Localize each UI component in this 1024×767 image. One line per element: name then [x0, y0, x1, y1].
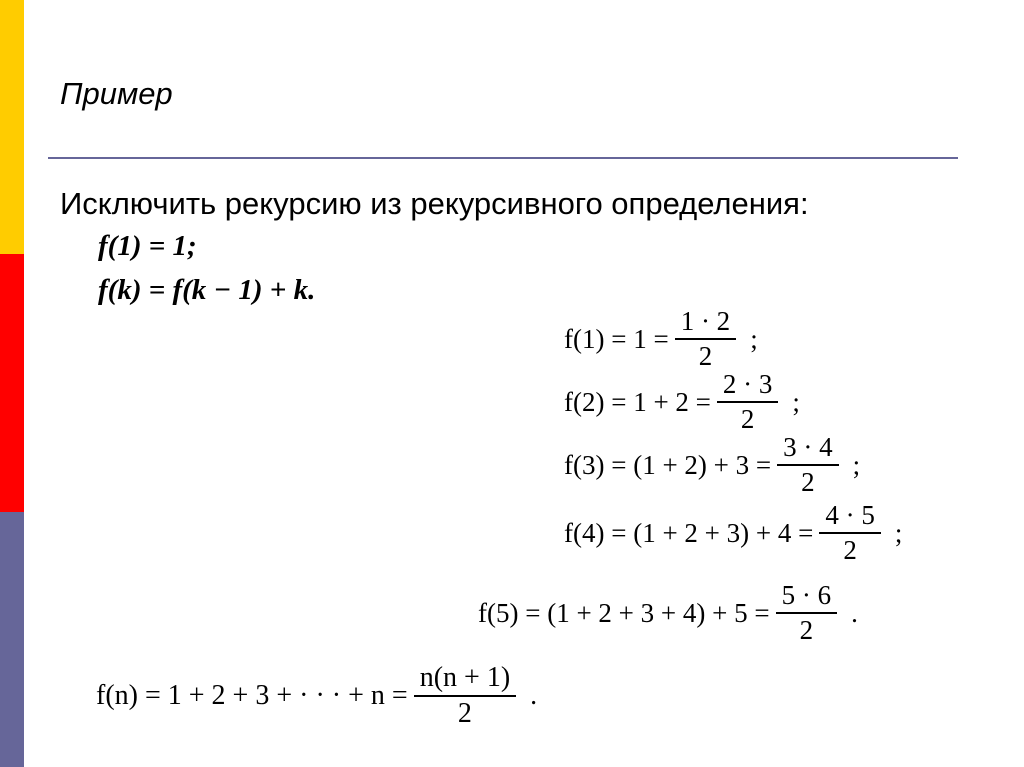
- fraction: [717, 371, 779, 433]
- equation-punctuation: ;: [852, 449, 861, 480]
- equation-f1: [564, 308, 758, 370]
- fraction-denominator: 2: [799, 615, 814, 645]
- equation-lhs: f(1) = 1 =: [564, 323, 669, 354]
- fraction: [819, 502, 881, 564]
- equation-lhs: f(n) = 1 + 2 + 3 + · · · + n =: [96, 680, 408, 711]
- definition-line-1: f(1) = 1;: [98, 230, 197, 262]
- fraction: [776, 582, 838, 644]
- fraction-numerator: n(n + 1): [414, 664, 516, 697]
- fraction-denominator: 2: [843, 535, 857, 565]
- fraction: [414, 664, 516, 728]
- equation-punctuation: .: [851, 597, 858, 628]
- fraction-denominator: 2: [698, 341, 713, 371]
- accent-bar-yellow: [0, 0, 24, 254]
- equation-f4: [564, 502, 902, 564]
- equation-punctuation: ;: [792, 386, 800, 417]
- fraction-numerator: 3 · 4: [777, 434, 839, 466]
- fraction: [777, 434, 839, 496]
- fraction-numerator: 1 · 2: [675, 308, 737, 340]
- fraction-denominator: 2: [740, 404, 755, 434]
- equation-f3: [564, 434, 860, 496]
- accent-bar-blue: [0, 512, 24, 767]
- fraction-denominator: 2: [457, 698, 472, 729]
- equation-lhs: f(2) = 1 + 2 =: [564, 386, 711, 417]
- slide-title: Пример: [60, 76, 173, 111]
- fraction-denominator: 2: [801, 467, 815, 497]
- fraction-numerator: 2 · 3: [717, 371, 779, 403]
- equation-lhs: f(4) = (1 + 2 + 3) + 4 =: [564, 517, 814, 548]
- accent-bar-red: [0, 254, 24, 512]
- equation-lhs: f(3) = (1 + 2) + 3 =: [564, 449, 772, 480]
- equation-punctuation: ;: [750, 323, 758, 354]
- equation-lhs: f(5) = (1 + 2 + 3 + 4) + 5 =: [478, 597, 770, 628]
- equation-f5: [478, 582, 858, 644]
- equation-punctuation: .: [530, 680, 538, 711]
- equation-f2: [564, 371, 800, 433]
- fraction-numerator: 5 · 6: [776, 582, 838, 614]
- equation-general: [96, 664, 537, 728]
- definition-line-2: f(k) = f(k − 1) + k.: [98, 274, 316, 306]
- fraction: [675, 308, 737, 370]
- equation-punctuation: ;: [894, 517, 903, 548]
- slide-subtitle: Исключить рекурсию из рекурсивного определения:: [60, 186, 809, 221]
- title-divider: [48, 157, 958, 159]
- fraction-numerator: 4 · 5: [819, 502, 881, 534]
